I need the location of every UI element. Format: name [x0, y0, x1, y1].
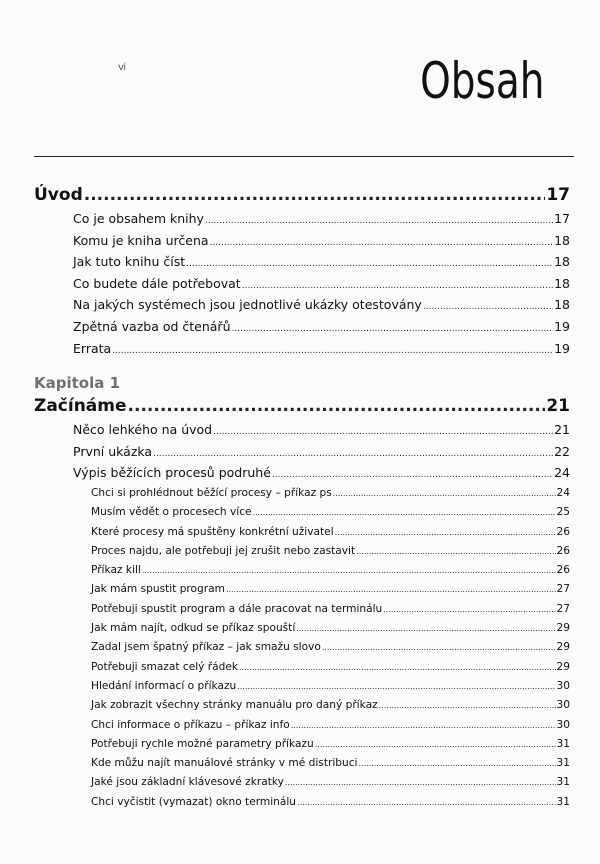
- toc-entry-title: Jaké jsou základní klávesové zkratky: [91, 776, 284, 789]
- toc-entry-title: Proces najdu, ale potřebuji jej zrušit nebo zastavit: [91, 544, 356, 557]
- toc-entry-title: Zpětná vazba od čtenářů: [73, 318, 231, 334]
- dot-leader: [84, 185, 546, 205]
- toc-page-number: 22: [554, 443, 570, 459]
- toc-page-number: 25: [556, 506, 570, 519]
- toc-subentry[interactable]: [34, 603, 570, 622]
- toc-subentry[interactable]: [34, 622, 570, 641]
- toc-entry-chapter[interactable]: [34, 396, 570, 422]
- toc-page-number: 21: [554, 422, 570, 438]
- toc-entry-title: Chci vyčistit (vymazat) okno terminálu: [91, 795, 297, 808]
- toc-subentry[interactable]: [34, 757, 570, 776]
- toc-page-number: 31: [556, 757, 570, 770]
- speck-mark: ⅵ: [118, 62, 127, 73]
- dot-leader: [242, 281, 553, 291]
- toc-entry-title: Zadal jsem špatný příkaz – jak smažu slovo: [91, 641, 321, 654]
- toc-entry-title: Jak mám spustit program: [91, 583, 225, 596]
- toc-entry[interactable]: [34, 341, 570, 363]
- toc-subentry[interactable]: [34, 564, 570, 583]
- dot-leader: [285, 778, 556, 787]
- toc-page-number: 18: [554, 254, 570, 270]
- toc-page-number: 29: [556, 660, 570, 673]
- toc-page-number: 31: [556, 776, 570, 789]
- toc-entry[interactable]: [34, 297, 570, 319]
- toc-entry-title: Něco lehkého na úvod: [73, 422, 213, 438]
- toc-entry[interactable]: [34, 233, 570, 255]
- toc-page-number: 19: [554, 318, 570, 334]
- toc-page-number: 17: [546, 185, 570, 205]
- toc-entry-title: Začínáme: [34, 396, 127, 417]
- dot-leader: [272, 470, 553, 480]
- toc-entry[interactable]: [34, 465, 570, 487]
- dot-leader: [253, 508, 556, 517]
- toc-entry-title: Jak tuto knihu číst: [73, 254, 186, 270]
- dot-leader: [112, 346, 553, 356]
- toc-subentry[interactable]: [34, 680, 570, 699]
- toc-page-number: 30: [556, 679, 570, 692]
- toc-page-number: 29: [556, 622, 570, 635]
- toc-subentry[interactable]: [34, 545, 570, 564]
- toc-entry-title: Potřebuji spustit program a dále pracovat na terminálu: [91, 602, 383, 615]
- dot-leader: [315, 740, 556, 749]
- dot-leader: [142, 566, 556, 575]
- toc-entry-title: Potřebuji rychle možné parametry příkazu: [91, 737, 314, 750]
- toc-entry-title: Úvod: [34, 185, 83, 205]
- toc-page-number: 21: [546, 396, 570, 417]
- toc-subentry[interactable]: [34, 506, 570, 525]
- toc-entry[interactable]: [34, 422, 570, 444]
- dot-leader: [358, 759, 555, 768]
- toc-subentry[interactable]: [34, 738, 570, 757]
- page-title: Obsah: [419, 52, 544, 110]
- table-of-contents: [34, 185, 570, 815]
- dot-leader: [226, 585, 556, 594]
- toc-entry-title: Chci informace o příkazu – příkaz info: [91, 718, 290, 731]
- toc-page-number: 24: [556, 486, 570, 499]
- toc-entry-title: Komu je kniha určena: [73, 232, 209, 248]
- toc-page-number: 27: [556, 602, 570, 615]
- toc-page-number: 26: [556, 564, 570, 577]
- dot-leader: [423, 302, 553, 312]
- toc-page-number: 29: [556, 641, 570, 654]
- dot-leader: [291, 721, 556, 730]
- dot-leader: [383, 605, 555, 614]
- toc-entry-title: Errata: [73, 340, 112, 356]
- toc-entry-intro[interactable]: [34, 185, 570, 211]
- toc-entry-title: První ukázka: [73, 443, 153, 459]
- dot-leader: [232, 324, 554, 334]
- toc-subentry[interactable]: [34, 583, 570, 602]
- toc-entry-title: Které procesy má spuštěny konkrétní uživatel: [91, 525, 334, 538]
- toc-subentry[interactable]: [34, 796, 570, 815]
- toc-entry-title: Jak zobrazit všechny stránky manuálu pro daný příkaz: [91, 699, 378, 712]
- toc-page-number: 18: [554, 297, 570, 313]
- toc-entry-title: Musím vědět o procesech více: [91, 506, 252, 519]
- toc-subentry[interactable]: [34, 526, 570, 545]
- toc-entry[interactable]: [34, 254, 570, 276]
- toc-page-number: 26: [556, 544, 570, 557]
- toc-subentry[interactable]: [34, 661, 570, 680]
- toc-subentry[interactable]: [34, 641, 570, 660]
- toc-entry-title: Výpis běžících procesů podruhé: [73, 465, 271, 481]
- toc-entry-title: Co je obsahem knihy: [73, 211, 204, 226]
- toc-page-number: 18: [554, 232, 570, 248]
- title-divider: [34, 156, 574, 157]
- toc-page-number: 30: [556, 699, 570, 712]
- toc-page-number: 24: [554, 465, 570, 481]
- toc-entry-title: Chci si prohlédnout běžící procesy – příkaz ps: [91, 486, 332, 499]
- dot-leader: [239, 663, 555, 672]
- dot-leader: [356, 547, 555, 556]
- toc-entry-title: Na jakých systémech jsou jednotlivé ukázky otestovány: [73, 297, 422, 313]
- toc-page-number: 18: [554, 275, 570, 291]
- dot-leader: [322, 643, 556, 652]
- dot-leader: [153, 449, 553, 459]
- toc-page-number: 19: [554, 340, 570, 356]
- toc-subentry[interactable]: [34, 776, 570, 795]
- dot-leader: [333, 489, 556, 498]
- toc-entry-title: Kde můžu najít manuálové stránky v mé distribuci: [91, 757, 358, 770]
- toc-subentry[interactable]: [34, 699, 570, 718]
- toc-subentry[interactable]: [34, 487, 570, 506]
- toc-entry[interactable]: [34, 444, 570, 466]
- toc-page-number: 31: [556, 795, 570, 808]
- dot-leader: [128, 396, 546, 416]
- toc-entry-title: Příkaz kill: [91, 564, 141, 577]
- dot-leader: [379, 701, 556, 710]
- toc-page-number: 30: [556, 718, 570, 731]
- toc-entry-title: Hledání informací o příkazu: [91, 679, 237, 692]
- dot-leader: [213, 427, 553, 437]
- toc-entry[interactable]: [34, 211, 570, 233]
- toc-entry-title: Jak mám najít, odkud se příkaz spouští: [91, 622, 296, 635]
- toc-page-number: 26: [556, 525, 570, 538]
- chapter-label: Kapitola 1: [34, 374, 121, 393]
- toc-entry-title: Potřebuji smazat celý řádek: [91, 660, 239, 673]
- dot-leader: [186, 259, 553, 269]
- toc-entry[interactable]: [34, 319, 570, 341]
- dot-leader: [205, 216, 553, 226]
- toc-page-number: 31: [556, 737, 570, 750]
- toc-page-number: 17: [554, 211, 570, 226]
- toc-entry-title: Co budete dále potřebovat: [73, 275, 241, 291]
- dot-leader: [297, 798, 555, 807]
- dot-leader: [335, 528, 556, 537]
- toc-page-number: 27: [556, 583, 570, 596]
- toc-subentry[interactable]: [34, 719, 570, 738]
- dot-leader: [296, 624, 555, 633]
- dot-leader: [210, 238, 554, 248]
- toc-entry[interactable]: [34, 276, 570, 298]
- dot-leader: [237, 682, 555, 691]
